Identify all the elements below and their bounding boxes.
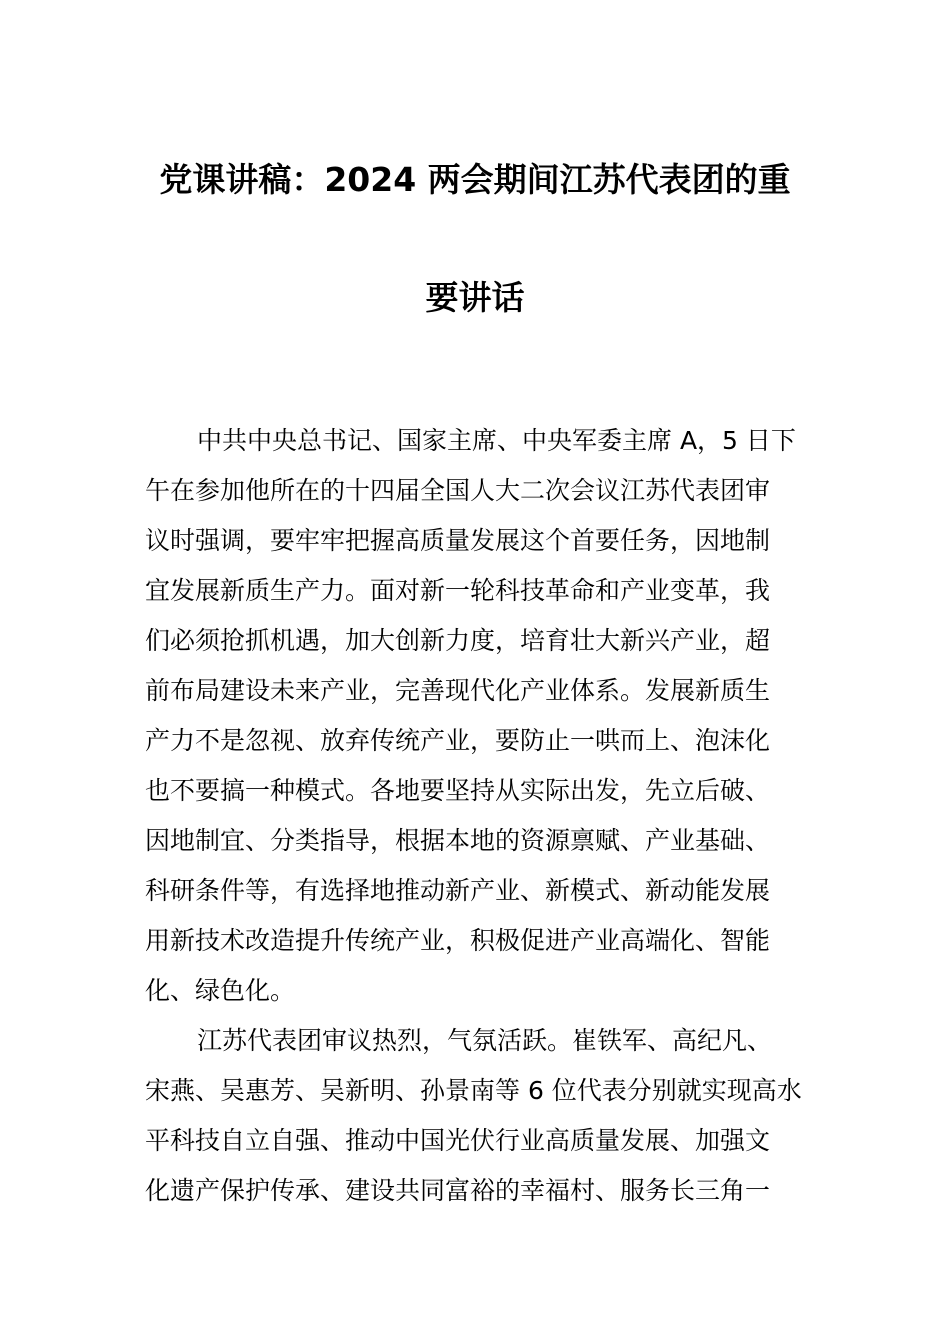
paragraph-1-line: 化、绿色化。 [145,976,296,1005]
paragraph-2-line: 化遗产保护传承、建设共同富裕的幸福村、服务长三角一 [145,1176,771,1205]
body-text [145,416,807,1216]
page-title-line-2: 要讲话 [425,278,525,317]
paragraph-1-line: 因地制宜、分类指导，根据本地的资源禀赋、产业基础、 [145,826,771,855]
paragraph-1-line: 议时强调，要牢牢把握高质量发展这个首要任务，因地制 [145,526,771,555]
paragraph-1-line: 们必须抢抓机遇，加大创新力度，培育壮大新兴产业，超 [145,626,771,655]
paragraph-2-line: 宋燕、吴惠芳、吴新明、孙景南等 6 位代表分别就实现高水 [145,1076,802,1105]
paragraph-1-line: 午在参加他所在的十四届全国人大二次会议江苏代表团审 [145,476,771,505]
paragraph-2-line: 江苏代表团审议热烈，气氛活跃。崔铁军、高纪凡、 [197,1026,773,1055]
paragraph-1-line: 前布局建设未来产业，完善现代化产业体系。发展新质生 [145,676,771,705]
page-title-line-1: 党课讲稿：2024 两会期间江苏代表团的重 [159,160,791,199]
paragraph-1-line: 中共中央总书记、国家主席、中央军委主席 A，5 日下 [197,426,796,455]
paragraph-1-line: 产力不是忽视、放弃传统产业，要防止一哄而上、泡沫化 [145,726,771,755]
paragraph-1-line: 用新技术改造提升传统产业，积极促进产业高端化、智能 [145,926,771,955]
paragraph-1-line: 宜发展新质生产力。面对新一轮科技革命和产业变革，我 [145,576,771,605]
paragraph-1-line: 也不要搞一种模式。各地要坚持从实际出发，先立后破、 [145,776,771,805]
paragraph-2-line: 平科技自立自强、推动中国光伏行业高质量发展、加强文 [145,1126,771,1155]
paragraph-1-line: 科研条件等，有选择地推动新产业、新模式、新动能发展 [145,876,771,905]
